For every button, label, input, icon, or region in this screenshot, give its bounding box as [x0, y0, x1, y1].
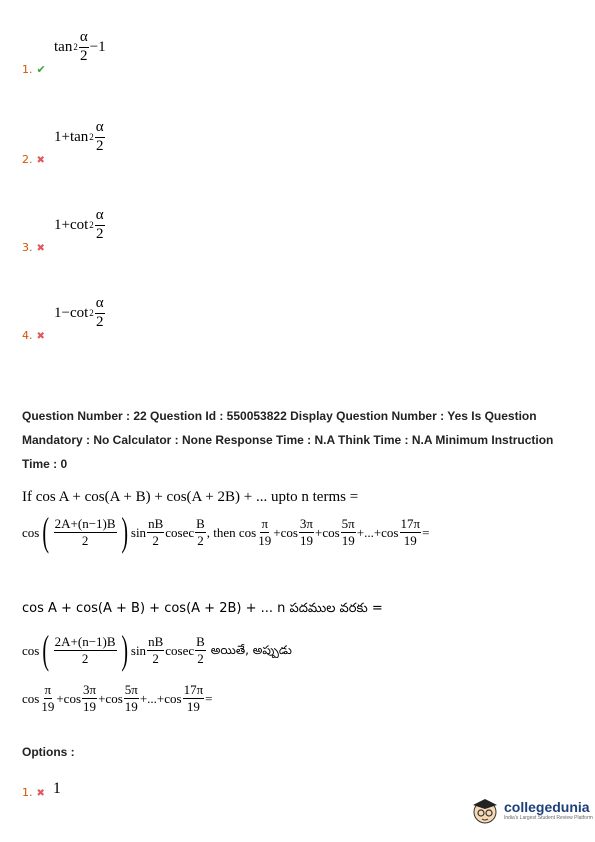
- question-header-line1: Question Number : 22 Question Id : 550053822 Display Question Number : Yes Is Question: [22, 409, 537, 423]
- cross-icon: ✖: [36, 242, 45, 254]
- question-header-line2: Mandatory : No Calculator : None Response Time : N.A Think Time : N.A Minimum Instruction: [22, 433, 554, 447]
- collegedunia-logo: [470, 795, 593, 825]
- option-4[interactable]: [22, 296, 106, 342]
- question-telugu-line1: cos A + cos(A + B) + cos(A + 2B) + ... n పదముల వరకు =: [22, 601, 383, 616]
- option-1[interactable]: [22, 30, 106, 76]
- question-english-formula: cos ( $\frac{2A+(n-1)B}{2}$ ) sin $\frac{nB}{2}$ cosec $\frac{B}{2}$ , then cos $\frac{\pi}{19}$ +cos $\frac{3\pi}{19}$ +cos $\frac{5\pi}{19}$ +...+cos $\frac{17\pi}{19}$ =: [22, 509, 430, 554]
- option-2-number: 2. ✖: [22, 152, 45, 166]
- option-4-number: 4. ✖: [22, 328, 45, 342]
- mascot-icon: [470, 795, 500, 825]
- options-label: Options :: [22, 745, 75, 759]
- cross-icon: ✖: [36, 788, 45, 799]
- bottom-option-1[interactable]: [22, 778, 61, 799]
- cross-icon: ✖: [36, 330, 45, 342]
- option-1-number: 1. ✔: [22, 62, 46, 76]
- question-telugu-formula: cos ( $\frac{2A+(n-1)B}{2}$ ) sin $\frac{nB}{2}$ cosec $\frac{B}{2}$ అయితే, అప్పుడు: [22, 627, 292, 672]
- option-4-formula: 1− cot 2 $\frac{\alpha}{2}$: [54, 295, 104, 330]
- logo-name: collegedunia: [504, 799, 590, 815]
- check-icon: ✔: [36, 62, 46, 76]
- logo-tagline: India's Largest Student Review Platform: [504, 815, 593, 821]
- option-2[interactable]: [22, 120, 106, 166]
- option-3[interactable]: [22, 208, 106, 254]
- question-telugu-sum: cos $\frac{\pi}{19}$ +cos $\frac{3\pi}{19}$ +cos $\frac{5\pi}{19}$ +...+cos $\frac{17\pi}{19}$ =: [22, 682, 213, 714]
- option-1-formula: tan 2 $\frac{\alpha}{2}$ −1: [54, 29, 106, 64]
- option-2-formula: 1+ tan 2 $\frac{\alpha}{2}$: [54, 119, 104, 154]
- cross-icon: ✖: [36, 154, 45, 166]
- bottom-option-1-number: 1. ✖: [22, 786, 45, 799]
- question-english-line1: If cos A + cos(A + B) + cos(A + 2B) + ... upto n terms =: [22, 489, 359, 505]
- question-header-line3: Time : 0: [22, 457, 68, 471]
- question-header: [22, 404, 582, 476]
- option-3-formula: 1+ cot 2 $\frac{\alpha}{2}$: [54, 207, 104, 242]
- option-3-number: 3. ✖: [22, 240, 45, 254]
- bottom-option-1-value: 1: [52, 779, 61, 797]
